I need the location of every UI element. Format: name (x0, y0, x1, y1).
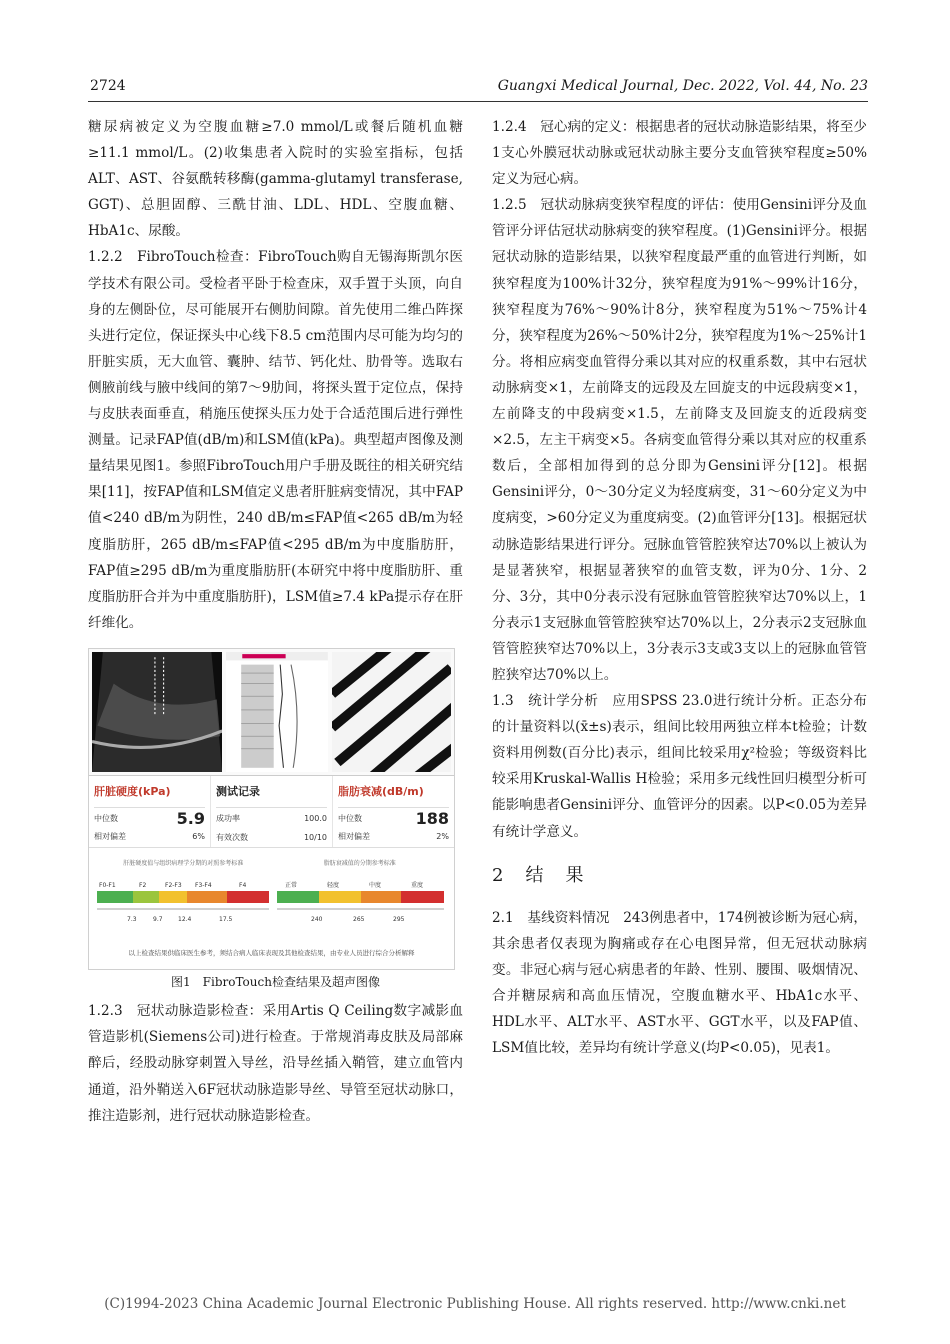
lsm-median-value: 5.9 (176, 808, 205, 828)
fat-bar-segment (319, 891, 361, 903)
fat-scale-heading: 脂肪衰减值的分期参考标准 (323, 859, 396, 867)
paragraph-baseline: 2.1 基线资料情况 243例患者中，174例被诊断为冠心病，其余患者仅表现为胸痛或存在心电图异常，但无冠状动脉病变。非冠心病与冠心病患者的年龄、性别、腰围、吸烟情况、合并糖尿病和高血压情况，空腹血糖水平、HbA1c水平、HDL水平、ALT水平、AST水平、GGT水平，以及FAP值、LSM值比较，差异均有统计学意义(均P<0.05)，见表1。 (492, 909, 867, 1057)
success-rate-value: 100.0 (304, 813, 327, 823)
fib-stage-label: F0-F1 (99, 882, 116, 890)
fat-stage-label: 轻度 (327, 882, 340, 890)
test-record-panel (211, 776, 333, 847)
fib-stage-label: F4 (239, 882, 247, 890)
header-rule (88, 101, 868, 102)
lsm-iqr-label: 相对偏差 (94, 831, 126, 841)
lsm-iqr-value: 6% (192, 831, 205, 841)
fap-median-value: 188 (415, 808, 449, 828)
paragraph-fibrotouch: 1.2.2 FibroTouch检查：FibroTouch购自无锡海斯凯尔医学技术有限公司。受检者平卧于检查床，双手置于头顶，向自身的左侧卧位，尽可能展开右侧肋间隙。首先使用二维凸阵探头进行定位，保证探头中心线下8.5 cm范围内尽可能为均匀的肝脏实质，无大血管、囊肿、结节、钙化灶、肋骨等。选取右侧腋前线与腋中线间的第7～9肋间，将探头置于定位点，保持与皮肤表面垂直，稍施压使探头压力处于合适范围后进行弹性测量。记录FAP值(dB/m)和LSM值(kPa)。典型超声图像及测量结果见图1。参照FibroTouch用户手册及既往的相关研究结果[11]，按FAP值和LSM值定义患者肝脏病变情况，其中FAP值<240 dB/m为阴性，240 dB/m≤FAP值<265 dB/m为轻度脂肪肝，265 dB/m≤FAP值<295 dB/m为中度脂肪肝，FAP值≥295 dB/m为重度脂肪肝(本研究中将中度脂肪肝、重度脂肪肝合并为中重度脂肪肝)，LSM值≥7.4 kPa提示存在肝纤维化。 (88, 249, 463, 631)
fib-bar-segment (97, 891, 133, 903)
right-column (492, 114, 867, 1061)
fib-tick: 17.5 (219, 916, 233, 924)
reference-scales (89, 847, 454, 938)
page-number: 2724 (90, 78, 126, 94)
fat-bar-segment (361, 891, 401, 903)
fat-bar-segment (277, 891, 319, 903)
fib-bar-segment (227, 891, 269, 903)
fat-stage-label: 重度 (411, 882, 424, 890)
fib-stage-label: F2 (139, 882, 147, 890)
success-rate-label: 成功率 (216, 813, 240, 823)
journal-header: Guangxi Medical Journal, Dec. 2022, Vol. 44, No. 23 (497, 78, 868, 94)
fib-stage-label: F2-F3 (165, 882, 182, 890)
fat-stage-label: 正常 (285, 882, 298, 890)
test-record-title: 测试记录 (216, 779, 327, 808)
figure-caption: 图1 FibroTouch检查结果及超声图像 (171, 975, 380, 990)
fap-median-label: 中位数 (338, 814, 362, 824)
fap-iqr-label: 相对偏差 (338, 831, 370, 841)
fap-iqr-value: 2% (436, 831, 449, 841)
fat-stage-label: 中度 (369, 882, 382, 890)
left-column (88, 114, 463, 1129)
paragraph-statistics: 1.3 统计学分析 应用SPSS 23.0进行统计分析。正态分布的计量资料以(x̄±s)表示，组间比较用两独立样本t检验；计数资料用例数(百分比)表示，组间比较采用χ²检验；等级资料比较采用Kruskal-Wallis H检验；采用多元线性回归模型分析可能影响患者Gensini评分、血管评分的因素。以P<0.05为差异有统计学意义。 (492, 693, 867, 840)
paragraph-gensini: 1.2.5 冠状动脉病变狭窄程度的评估：使用Gensini评分及血管评分评估冠状动脉病变的狭窄程度。(1)Gensini评分。根据冠状动脉的造影结果，以狭窄程度最严重的血管进行判断，如狭窄程度为100%计32分，狭窄程度为91%～99%计16分，狭窄程度为76%～90%计8分，狭窄程度为51%～75%计4分，狭窄程度为26%～50%计2分，狭窄程度为1%～25%计1分。将相应病变血管得分乘以其对应的权重系数，其中右冠状动脉病变×1，左前降支的远段及左回旋支的中远段病变×1，左前降支的中段病变×1.5，左前降支及回旋支的近段病变×2.5，左主干病变×5。各病变血管得分乘以其对应的权重系数后，全部相加得到的总分即为Gensini评分[12]。根据Gensini评分，0～30分定义为轻度病变，31～60分定义为中度病变，>60分定义为重度病变。(2)血管评分[13]。根据冠状动脉造影结果进行评分。冠脉血管管腔狭窄达70%以上被认为是显著狭窄，根据显著狭窄的血管支数，评为0分、1分、2分、3分，其中0分表示没有冠脉血管管腔狭窄达70%以上，1分表示1支冠脉血管管腔狭窄达70%以上，2分表示2支冠脉血管管腔狭窄达70%以上，3分表示3支或3支以上的冠脉血管管腔狭窄达70%以上。 (492, 197, 867, 683)
ultrasound-image (92, 652, 222, 772)
fat-tick: 265 (353, 916, 365, 924)
metrics-row (89, 775, 454, 847)
report-footnote: 以上检查结果供临床医生参考，须结合病人临床表现及其他检查结果，由专业人员进行综合分析解释 (128, 949, 415, 958)
liver-stiffness-panel (89, 776, 211, 847)
paragraph-chd-definition: 1.2.4 冠心病的定义：根据患者的冠状动脉造影结果，将至少1支心外膜冠状动脉或冠状动脉主要分支血管狭窄程度≥50%定义为冠心病。 (492, 119, 867, 188)
copyright-footer: (C)1994-2023 China Academic Journal Electronic Publishing House. All rights reserved. http://www.cnki.net (104, 1296, 846, 1312)
fib-tick: 7.3 (127, 916, 137, 924)
section-heading-results: 2 结 果 (492, 864, 586, 886)
fibrotouch-report (88, 648, 455, 970)
fib-stage-label: F3-F4 (195, 882, 212, 890)
fat-tick: 295 (393, 916, 405, 924)
paragraph-diabetes-definition: 糖尿病被定义为空腹血糖≥7.0 mmol/L或餐后随机血糖≥11.1 mmol/L。(2)收集患者入院时的实验室指标，包括ALT、AST、谷氨酰转移酶(gamma-glutamyl transferase, GGT)、总胆固醇、三酰甘油、LDL、HDL、空腹血糖、HbA1c、尿酸。 (88, 119, 463, 240)
liver-stiffness-title: 肝脏硬度(kPa) (94, 779, 205, 808)
valid-count-value: 10/10 (303, 832, 327, 842)
lsm-median-label: 中位数 (94, 814, 118, 824)
elastography-image (332, 652, 451, 772)
scale-bars (95, 877, 446, 927)
fat-tick: 240 (311, 916, 323, 924)
image-row (89, 649, 454, 775)
fib-bar-segment (159, 891, 187, 903)
figure-1 (88, 648, 463, 992)
m-mode-image (226, 652, 328, 772)
fib-bar-segment (187, 891, 227, 903)
fibrosis-scale-heading: 肝脏硬度值与组织病理学分期的对照参考标准 (123, 859, 244, 867)
fib-tick: 12.4 (178, 916, 192, 924)
valid-count-label: 有效次数 (216, 832, 248, 842)
fat-bar-segment (401, 891, 444, 903)
fib-tick: 9.7 (153, 916, 163, 924)
fat-attenuation-title: 脂肪衰减(dB/m) (338, 779, 449, 808)
fat-attenuation-panel (333, 776, 454, 847)
fib-bar-segment (133, 891, 159, 903)
paragraph-angiography: 1.2.3 冠状动脉造影检查：采用Artis Q Ceiling数字减影血管造影机(Siemens公司)进行检查。于常规消毒皮肤及局部麻醉后，经股动脉穿刺置入导丝，沿导丝插入鞘管，建立血管内通道，沿外鞘送入6F冠状动脉造影导丝、导管至冠状动脉口，推注造影剂，进行冠状动脉造影检查。 (88, 1003, 463, 1124)
